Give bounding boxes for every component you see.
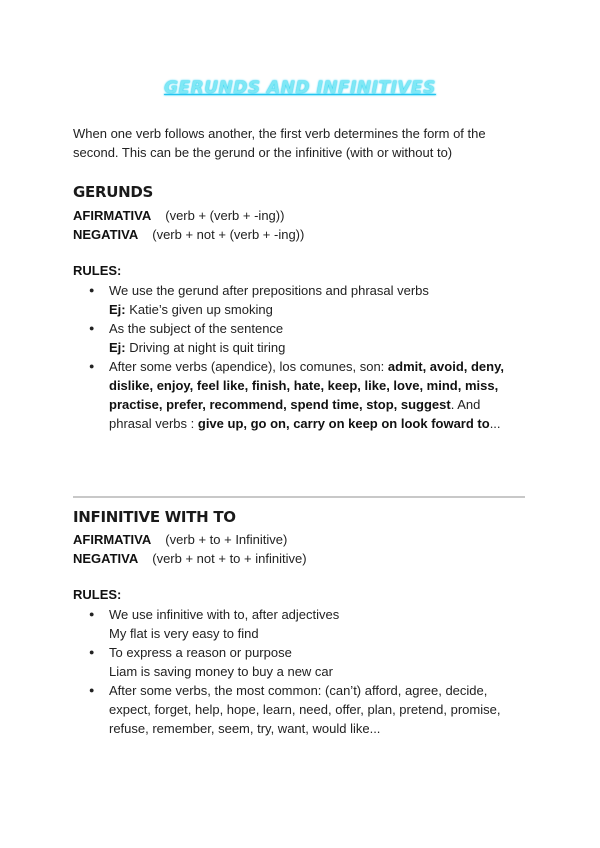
gerunds-rules-list — [73, 281, 523, 433]
intro-paragraph: When one verb follows another, the first verb determines the form of the second. This can be the gerund or the infinitive (with or without to) — [73, 126, 486, 160]
gerunds-afirmativa-line — [73, 206, 284, 225]
rule-text: We use the gerund after prepositions and phrasal verbs — [109, 283, 429, 298]
afirmativa-formula: (verb + to + Infinitive) — [165, 532, 288, 547]
negativa-formula: (verb + not + to + infinitive) — [152, 551, 307, 566]
negativa-label: NEGATIVA — [73, 227, 139, 242]
rule-example — [109, 338, 523, 357]
gerunds-negativa-line — [73, 225, 304, 244]
rule-text: We use infinitive with to, after adjectives — [109, 607, 340, 622]
page-title: GERUNDS AND INFINITIVES — [164, 78, 436, 98]
rule-example: My flat is very easy to find — [109, 626, 259, 641]
rule-example: Liam is saving money to buy a new car — [109, 664, 333, 679]
verb-list: admit, avoid, deny, dislike, enjoy, feel like, finish, hate, keep, like, love, mind, miss, practise, prefer, recommend, spend time, stop, suggest — [109, 359, 504, 412]
example-label: Ej: — [109, 340, 126, 355]
gerunds-rules-label: RULES: — [73, 263, 122, 278]
list-item — [73, 605, 523, 643]
list-item — [73, 357, 523, 433]
rule-text: As the subject of the sentence — [109, 321, 284, 336]
infinitive-rules-list — [73, 605, 523, 738]
rule-text: To express a reason or purpose — [109, 645, 292, 660]
infinitive-rules-label: RULES: — [73, 587, 122, 602]
example-text: Katie’s given up smoking — [129, 302, 273, 317]
phrasal-verb-list: give up, go on, carry on keep on look foward to — [197, 416, 490, 431]
list-item — [73, 681, 523, 738]
ellipsis: ... — [489, 416, 501, 431]
infinitive-afirmativa-line — [73, 530, 287, 549]
negativa-formula: (verb + not + (verb + -ing)) — [152, 227, 305, 242]
example-label: Ej: — [109, 302, 126, 317]
list-item — [73, 281, 523, 319]
section-divider — [73, 496, 525, 498]
rule-example — [109, 300, 523, 319]
afirmativa-label: AFIRMATIVA — [73, 532, 152, 547]
infinitive-negativa-line — [73, 549, 307, 568]
rule-text: After some verbs (apendice), los comunes, son: — [109, 359, 388, 374]
list-item — [73, 319, 523, 357]
gerunds-heading: GERUNDS — [73, 183, 153, 201]
rule-text: After some verbs, the most common: (can’t) afford, agree, decide, expect, forget, help, hope, learn, need, offer, plan, pretend, promise, refuse, remember, seem, try, want, would like... — [109, 683, 501, 736]
example-text: Driving at night is quit tiring — [129, 340, 286, 355]
afirmativa-label: AFIRMATIVA — [73, 208, 152, 223]
infinitive-heading: INFINITIVE WITH TO — [73, 508, 236, 526]
negativa-label: NEGATIVA — [73, 551, 139, 566]
list-item — [73, 643, 523, 681]
afirmativa-formula: (verb + (verb + -ing)) — [165, 208, 285, 223]
rule-text-mid: . And phrasal verbs : — [109, 397, 481, 431]
